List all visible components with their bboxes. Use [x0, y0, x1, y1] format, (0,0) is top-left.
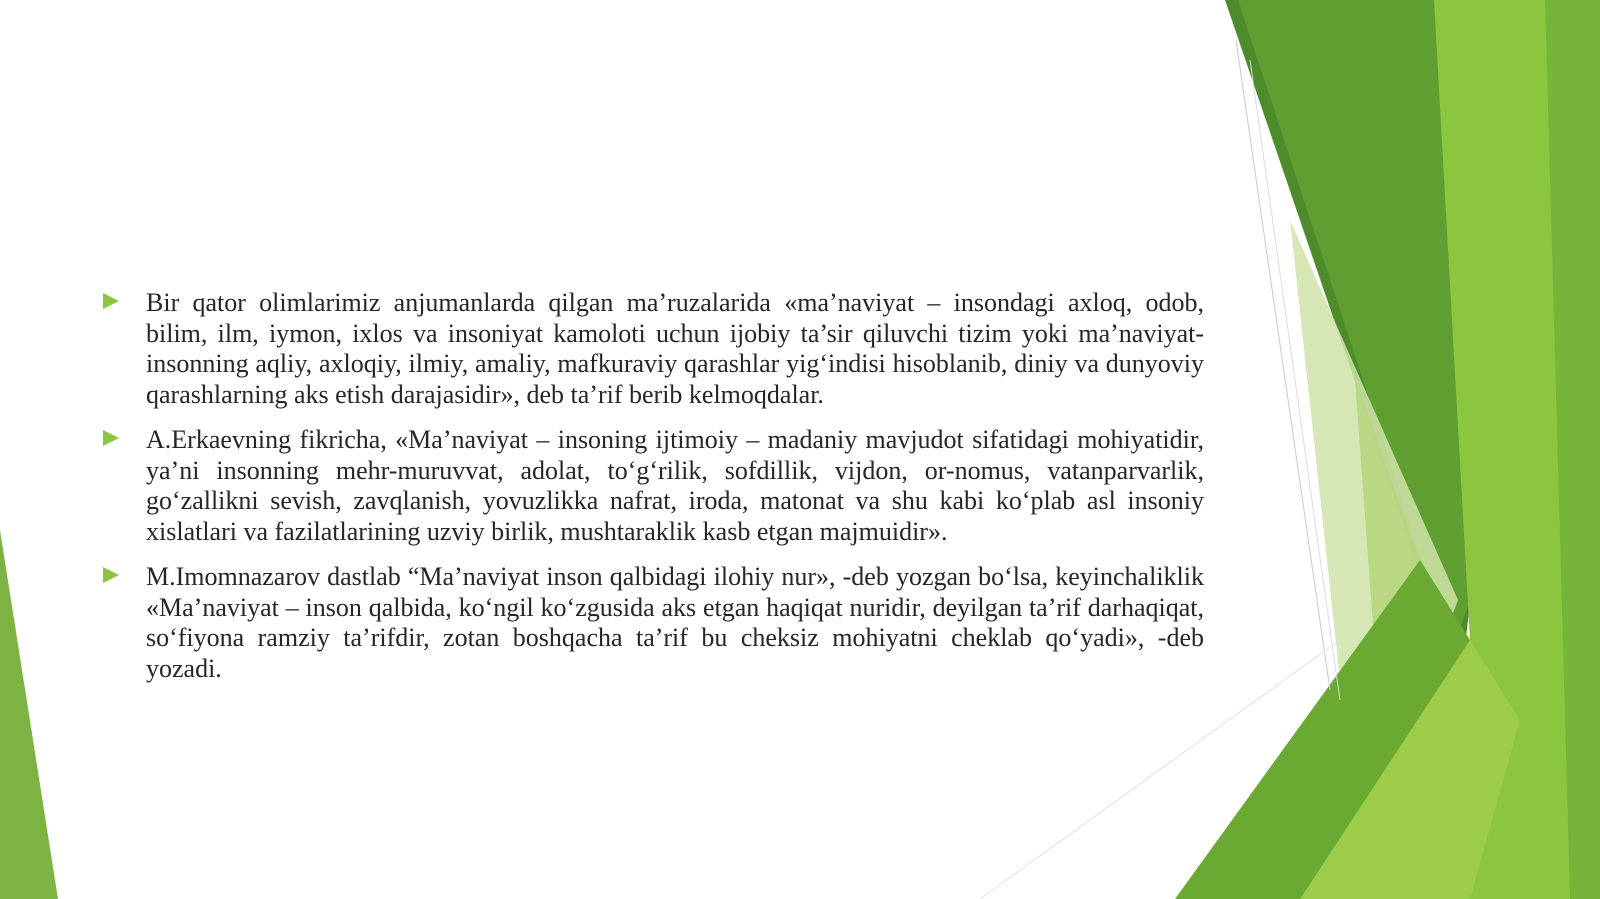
bullet-item	[100, 425, 1204, 547]
bullet-item	[100, 562, 1204, 684]
bullet-text: A.Erkaevning fikricha, «Ma’naviyat – insoning ijtimoiy – madaniy mavjudot sifatidagi mohiyatidir, ya’ni insonning mehr-muruvvat, adolat, to‘g‘rilik, sofdillik, vijdon, or-nomus, vatanparvarlik, go‘zallikni sevish, zavqlanish, yovuzlikka nafrat, iroda, matonat va shu kabi ko‘plab asl insoniy xislatlari va fazilatlarining uzviy birlik, mushtaraklik kasb etgan majmuidir».	[146, 425, 1204, 546]
bullet-text: M.Imomnazarov dastlab “Ma’naviyat inson qalbidagi ilohiy nur», -deb yozgan bo‘lsa, keyinchaliklik «Ma’naviyat – inson qalbida, ko‘ngil ko‘zgusida aks etgan haqiqat nuridir, deyilgan ta’rif darhaqiqat, so‘fiyona ramziy ta’rifdir, zotan boshqacha ta’rif bu cheksiz mohiyatni cheklab qo‘yadi», -deb yozadi.	[146, 562, 1204, 683]
bullet-item	[100, 288, 1204, 410]
left-green-sliver	[0, 530, 58, 899]
play-triangle-icon	[102, 429, 120, 447]
play-triangle-icon	[102, 566, 120, 584]
bullet-text: Bir qator olimlarimiz anjumanlarda qilgan ma’ruzalarida «ma’naviyat – insondagi axloq, odob, bilim, ilm, iymon, ixlos va insoniyat kamoloti uchun ijobiy ta’sir qiluvchi tizim yoki ma’naviyat- insonning aqliy, axloqiy, ilmiy, amaliy, mafkuraviy qarashlar yig‘indisi hisoblanib, diniy va dunyoviy qarashlarning aks etish darajasidir», deb ta’rif berib kelmoqdalar.	[146, 288, 1204, 409]
play-triangle-icon	[102, 292, 120, 310]
bullet-list	[100, 288, 1204, 699]
